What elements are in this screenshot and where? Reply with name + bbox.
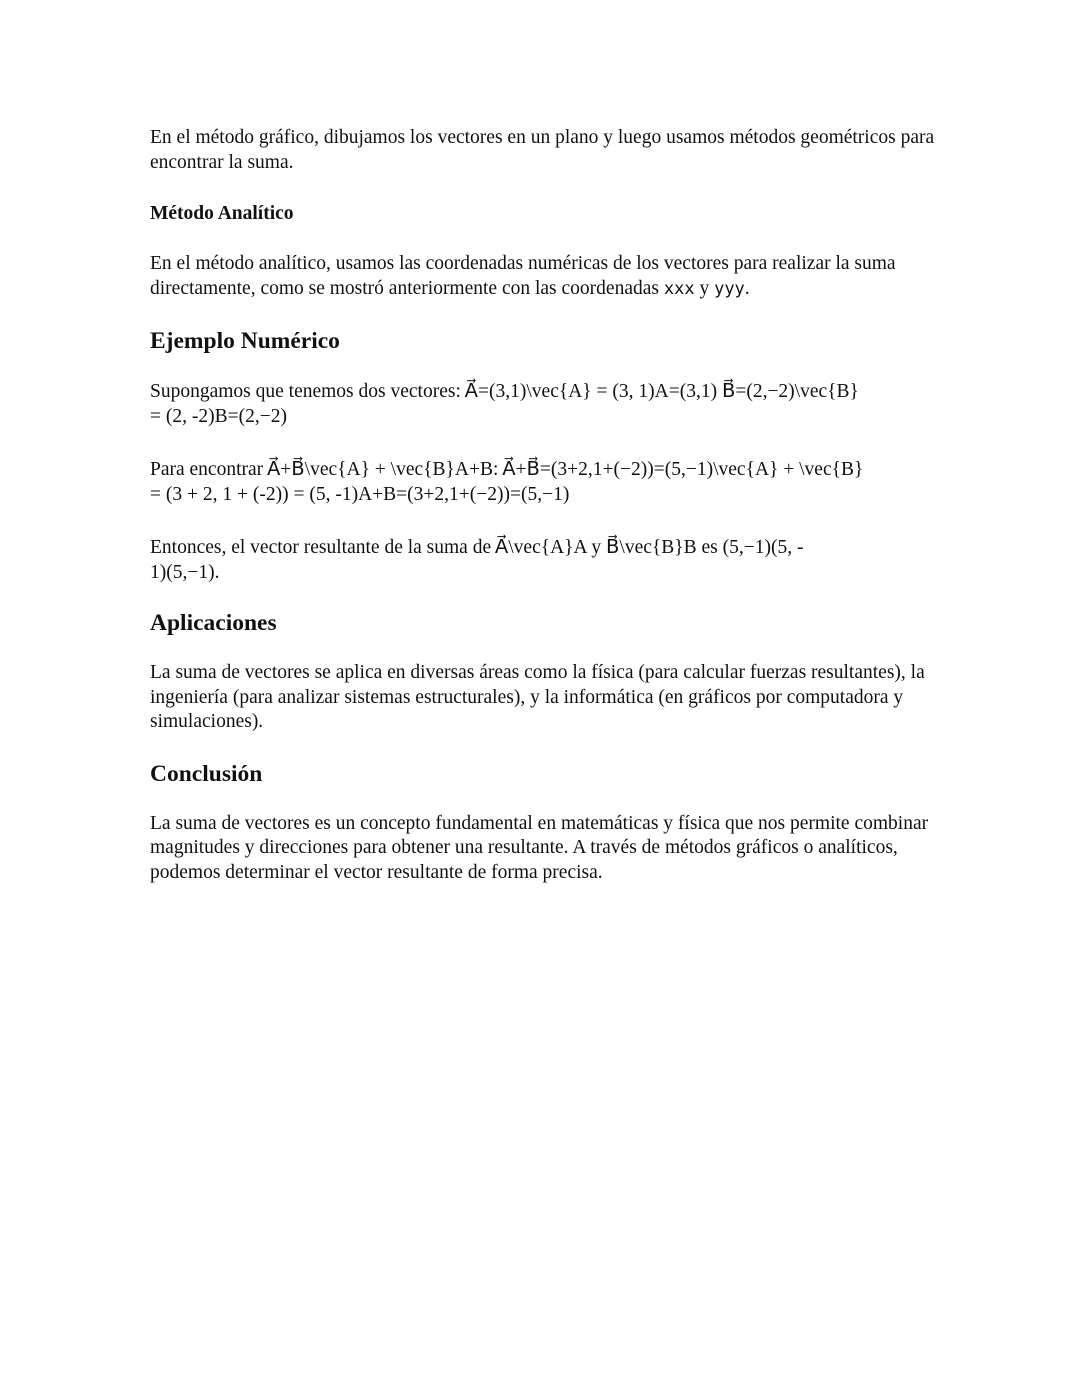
paragraph-metodo-grafico: En el método gráfico, dibujamos los vectores en un plano y luego usamos métodos geométricos para encontrar la suma. <box>150 127 935 173</box>
heading-metodo-analitico: Método Analítico <box>150 203 294 224</box>
analitico-text-b: y <box>694 277 715 299</box>
supongamos-line-1: Supongamos que tenemos dos vectores: A⃗=(3,1)\vec{A} = (3, 1)A=(3,1) B⃗=(2,−2)\vec{B} <box>150 381 859 402</box>
heading-aplicaciones: Aplicaciones <box>150 610 277 636</box>
document-page <box>150 126 940 885</box>
analitico-text-c: . <box>744 277 750 299</box>
paragraph-para-encontrar <box>150 458 940 507</box>
paragraph-conclusion: La suma de vectores es un concepto fundamental en matemáticas y física que nos permite combinar magnitudes y direcciones para obtener una resultante. A través de métodos gráficos o analíticos, podemos determinar el vector resultante de forma precisa. <box>150 812 929 883</box>
encontrar-line-2: = (3 + 2, 1 + (-2)) = (5, -1)A+B=(3+2,1+(−2))=(5,−1) <box>150 483 570 505</box>
analitico-yyy: yyy <box>714 278 745 299</box>
paragraph-aplicaciones: La suma de vectores se aplica en diversas áreas como la física (para calcular fuerzas resultantes), la ingeniería (para analizar sistemas estructurales), y la informática (en gráficos por computadora y simulaciones). <box>150 662 925 732</box>
paragraph-supongamos <box>150 380 940 429</box>
entonces-line-2: 1)(5,−1). <box>150 561 220 583</box>
paragraph-metodo-analitico <box>150 252 940 301</box>
paragraph-entonces <box>150 536 940 585</box>
analitico-xxx: xxx <box>663 278 695 299</box>
heading-conclusion: Conclusión <box>150 760 263 787</box>
analitico-text-a: En el método analítico, usamos las coordenadas numéricas de los vectores para realizar la suma directamente, como se mostró anteriormente con las coordenadas <box>150 253 896 299</box>
heading-ejemplo-numerico: Ejemplo Numérico <box>150 328 340 354</box>
encontrar-line-1: Para encontrar A⃗+B⃗\vec{A} + \vec{B}A+B: A⃗+B⃗=(3+2,1+(−2))=(5,−1)\vec{A} + \vec{B} <box>150 459 864 480</box>
entonces-line-1: Entonces, el vector resultante de la suma de A⃗\vec{A}A y B⃗\vec{B}B es (5,−1)(5, - <box>150 537 804 558</box>
supongamos-line-2: = (2, -2)B=(2,−2) <box>150 405 287 427</box>
